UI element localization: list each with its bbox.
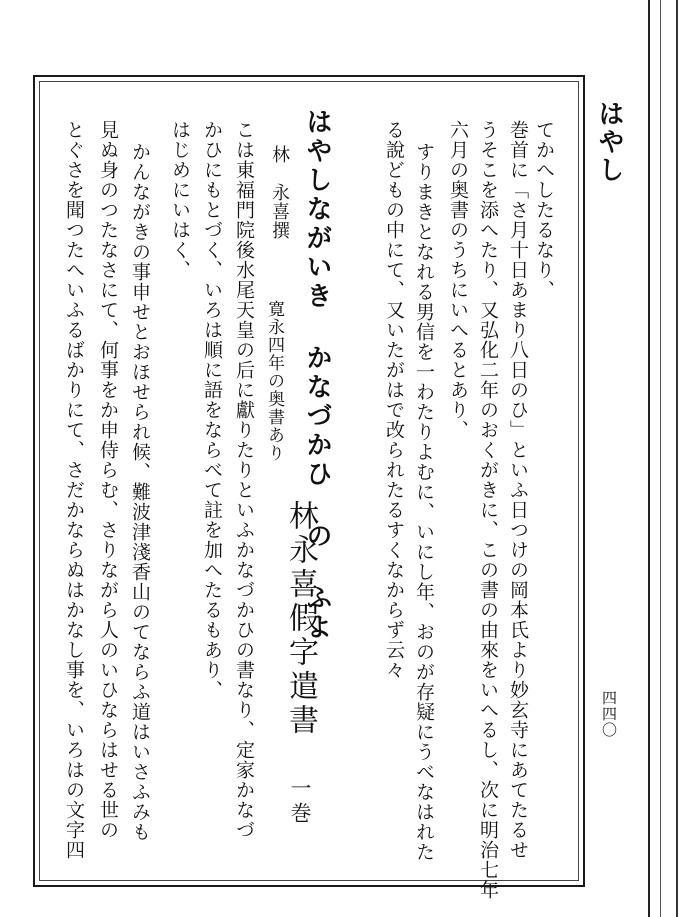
body-column: はじめにいはく、: [169, 120, 191, 280]
book-title-main: 林永喜假字遣書: [283, 500, 318, 738]
body-column: かんながきの事申せとおほせられ候、難波津淺香山のてならふ道はいさふみも: [129, 142, 151, 842]
book-title-volume: 一巻: [288, 777, 312, 827]
section-heading-kana: はやしながいき かなづかひ の ふよ: [302, 108, 332, 642]
book-title: [283, 500, 318, 827]
body-column: かひにもとづく、いろは順に語をならべて註を加へたるもあり、: [201, 120, 223, 700]
text-column: うそこを添へたり、又弘化二年のおくがきに、この書の由來をいへるし、次に明治七年: [477, 120, 499, 900]
page-edge-line: [648, 0, 650, 917]
book-author-note: 寛永四年の奥書あり: [264, 300, 284, 462]
text-column: 巻首に「さ月十日あまり八日のひ」といふ日つけの岡本氏より妙玄寺にあてたるせ: [507, 120, 529, 860]
text-column: る說どもの中にて、又いたがはで改られたるすくなからず云々: [383, 120, 405, 680]
body-column: とぐさを聞つたへいふるばかりにて、さだかならぬはかなし事を、いろはの文字四: [63, 120, 85, 860]
body-column: こは東福門院後水尾天皇の后に獻りたりといふかなづかひの書なり、定家かなづ: [233, 120, 255, 840]
text-column: てかへしたるなり、: [533, 120, 555, 300]
book-author: 林 永喜撰: [269, 145, 290, 240]
running-head: はやし: [594, 100, 624, 184]
page-edge-line: [676, 0, 678, 917]
text-column: 六月の奥書のうちにいへるとあり、: [447, 120, 469, 440]
text-column: すりまきとなれる男信を一わたりよむに、いにし年、おのが存疑にうべなはれた: [413, 142, 435, 862]
page-number: 四四〇: [600, 690, 618, 738]
page-edge-line: [660, 0, 661, 917]
body-column: 見ぬ身のつたなさにて、何事をか申侍らむ、さりながら人のいひならはせる世の: [97, 120, 119, 840]
